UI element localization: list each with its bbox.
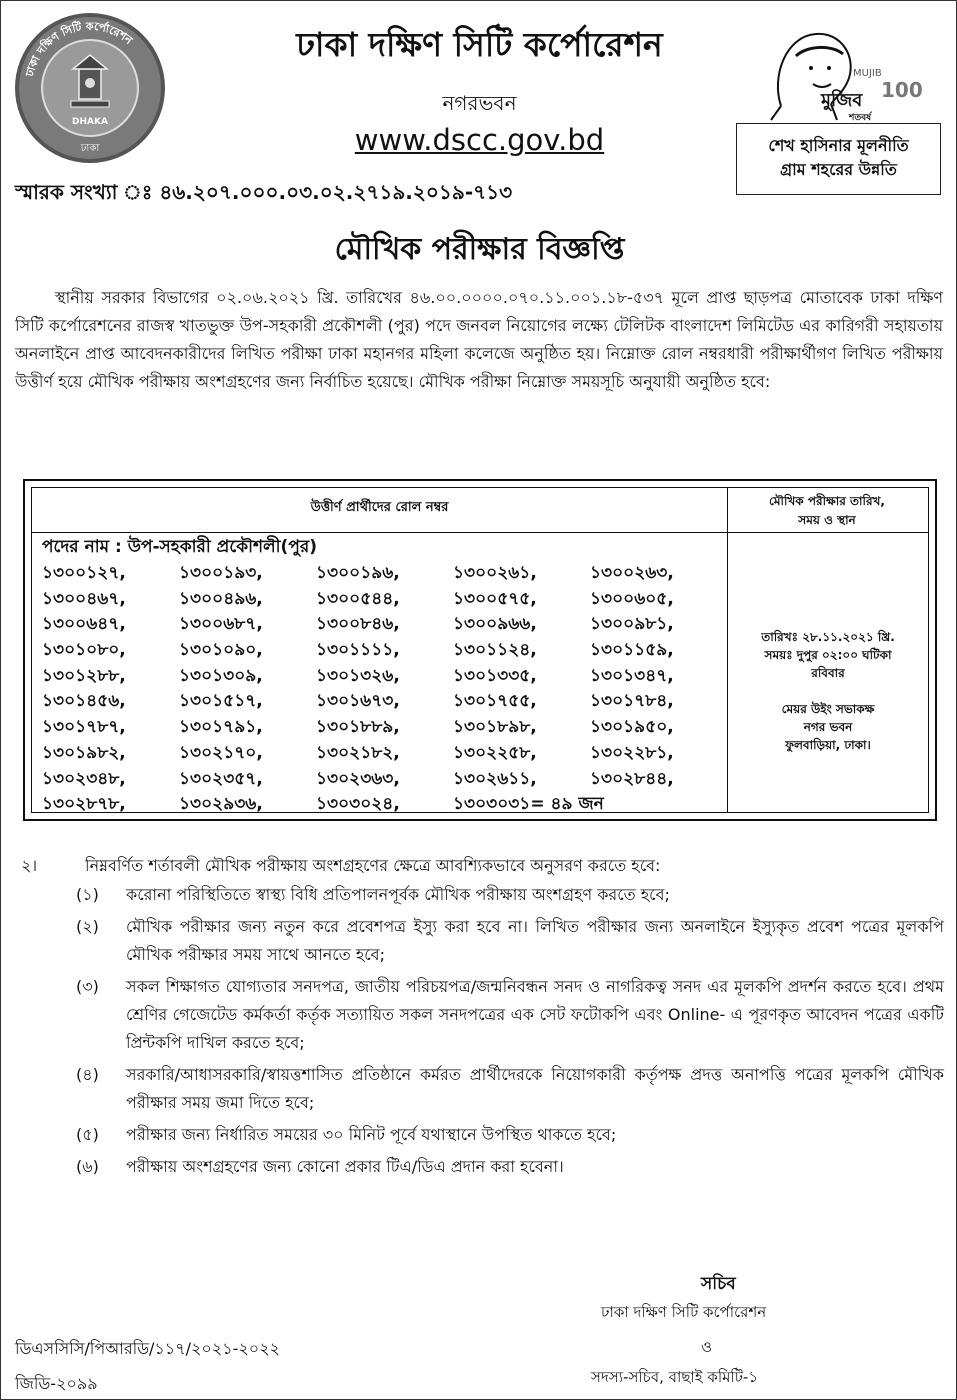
seal-latin: DHAKA <box>72 117 108 127</box>
header-divider <box>32 532 928 533</box>
roll-number: ১৩০২১৮২, <box>316 742 400 763</box>
condition-number: (৬) <box>76 1157 99 1176</box>
signatory-title: সচিব <box>701 1274 736 1294</box>
roll-number: ১৩০০৯৬৬, <box>453 614 537 635</box>
conditions-intro-text: নিম্নবর্ণিত শর্তাবলী মৌখিক পরীক্ষায় অংশগ্রহণের ক্ষেত্রে আবশ্যিকভাবে অনুসরণ করতে হবে: <box>85 856 661 875</box>
roll-number: ১৩০৩০২৪, <box>316 794 400 815</box>
condition-text: পরীক্ষার জন্য নির্ধারিত সময়ের ৩০ মিনিট পূর্বে যথাস্থানে উপস্থিত থাকতে হবে; <box>126 1125 617 1144</box>
roll-number: ১৩০১০৮০, <box>42 640 126 661</box>
condition-number: (৫) <box>76 1125 99 1144</box>
roll-number: ১৩০২৮৭৮, <box>42 794 126 815</box>
roll-number: ১৩০২৩৪৮, <box>42 768 126 789</box>
roll-number: ১৩০১৭৮৪, <box>590 691 674 712</box>
svg-text:ঢাকা দক্ষিণ সিটি কর্পোরেশন: ঢাকা দক্ষিণ সিটি কর্পোরেশন <box>23 19 135 78</box>
roll-row <box>42 740 722 766</box>
schedule-column-header <box>732 492 922 530</box>
condition-item <box>76 1061 944 1117</box>
intro-paragraph <box>15 284 943 396</box>
reference-number: ডিএসসিসি/পিআরডি/১১৭/২০২১-২০২২ <box>15 1339 280 1358</box>
schedule-header-line-2: সময় ও স্থান <box>798 513 856 527</box>
roll-number: ১৩০১৭৯১, <box>179 717 263 738</box>
roll-row <box>42 688 722 714</box>
roll-number: ১৩০১৮৯৮, <box>453 717 537 738</box>
website-link[interactable]: www.dscc.gov.bd <box>354 123 605 157</box>
roll-number: ১৩০২৩৫৭, <box>179 768 263 789</box>
roll-number: ১৩০০৪৯৬, <box>179 588 263 609</box>
conditions-section-number: ২। <box>21 856 38 875</box>
mujib-suffix: শতবর্ষ <box>849 113 872 123</box>
roll-row <box>42 637 722 663</box>
roll-number: ১৩০১৬৭৩, <box>316 691 400 712</box>
mujib-text-bn: মুজিব <box>821 90 863 111</box>
roll-number: ১৩০১৮৮৯, <box>316 717 400 738</box>
signatory-org: ঢাকা দক্ষিণ সিটি কর্পোরেশন <box>601 1303 767 1321</box>
signatory-committee: সদস্য-সচিব, বাছাই কমিটি-১ <box>591 1368 759 1386</box>
roll-number: ১৩০১৩৩৫, <box>453 665 537 686</box>
roll-number: ১৩০০৮৪৬, <box>316 614 400 635</box>
result-table <box>23 479 937 821</box>
roll-number: ১৩০২৩৬৩, <box>316 768 400 789</box>
roll-number: ১৩০০২৬১, <box>453 563 537 583</box>
schedule-header-line-1: মৌখিক পরীক্ষার তারিখ, <box>769 494 885 508</box>
mujib-text-en: MUJIB <box>853 68 882 79</box>
intro-text: স্থানীয় সরকার বিভাগের ০২.০৬.২০২১ খ্রি. তারিখের ৪৬.০০.০০০০.০৭০.১১.০০১.১৮-৫৩৭ মূলে প্রাপ্ত ছাড়পত্র মোতাবেক ঢাকা দক্ষিণ সিটি কর্পোরেশনের রাজস্ব খাতভুক্ত উপ-সহকারী প্রকৌশলী (পুর) পদে জনবল নিয়োগের লক্ষ্যে টেলিটক বাংলাদেশ লিমিটেড এর কারিগরী সহায়তায় অনলাইনে প্রাপ্ত আবেদনকারীদের লিখিত পরীক্ষা ঢাকা মহানগর মহিলা কলেজে অনুষ্ঠিত হয়। নিম্নোক্ত রোল নম্বরধারী পরীক্ষার্থীগণ লিখিত পরীক্ষায় উত্তীর্ণ হয়ে মৌখিক পরীক্ষায় অংশগ্রহণের জন্য নির্বাচিত হয়েছে। মৌখিক পরীক্ষা নিম্নোক্ত সময়সূচি অনুযায়ী অনুষ্ঠিত হবে: <box>15 288 943 391</box>
roll-number: ১৩০০২৬৩, <box>590 563 674 583</box>
schedule-details <box>730 628 926 754</box>
roll-number: ১৩০০৯৮১, <box>590 614 674 635</box>
seal-bottom: ঢাকা <box>80 143 100 154</box>
condition-text: করোনা পরিস্থিতিতে স্বাস্থ্য বিধি প্রতিপালনপূর্বক মৌখিক পরীক্ষায় অংশগ্রহণ করতে হবে; <box>126 885 670 904</box>
roll-row <box>42 560 722 586</box>
condition-item <box>76 881 944 909</box>
roll-row <box>42 586 722 612</box>
condition-item <box>76 1153 944 1181</box>
schedule-day: রবিবার <box>811 666 845 680</box>
schedule-time: সময়ঃ দুপুর ০২:০০ ঘটিকা <box>764 648 892 662</box>
memo-number: স্মারক সংখ্যা ঃ ৪৬.২০৭.০০০.০৩.০২.২৭১৯.২০১৯-৭১৩ <box>15 180 513 204</box>
roll-row <box>42 766 722 792</box>
mujib-number: 100 <box>881 78 923 102</box>
roll-number: ১৩০১১২৪, <box>453 640 537 661</box>
condition-text: সরকারি/আধাসরকারি/স্বায়ত্তশাসিত প্রতিষ্ঠানে কর্মরত প্রার্থীদেরকে নিয়োগকারী কর্তৃপক্ষ প্রদত্ত অনাপত্তি পত্রের মূলকপি মৌখিক পরীক্ষার সময় জমা দিতে হবে; <box>126 1065 944 1112</box>
schedule-spacer <box>730 682 926 700</box>
roll-number: ১৩০২১৭০, <box>179 742 263 763</box>
mujib-100-logo <box>761 16 923 123</box>
roll-number: ১৩০০৬৪৭, <box>42 614 126 635</box>
roll-number: ১৩০০৫৭৫, <box>453 588 537 609</box>
roll-number: ১৩০২৯৩৬, <box>179 794 263 815</box>
schedule-venue-1: মেয়র উইং সভাকক্ষ <box>781 702 875 716</box>
schedule-venue-3: ফুলবাড়িয়া, ঢাকা। <box>785 738 871 752</box>
schedule-date: তারিখঃ ২৮.১১.২০২১ খ্রি. <box>761 630 895 644</box>
roll-number: ১৩০১৯৫০, <box>590 717 674 738</box>
motto-box <box>736 123 941 195</box>
building-name: নগরভবন <box>442 91 517 115</box>
roll-column-header: উত্তীর্ণ প্রার্থীদের রোল নম্বর <box>310 500 449 515</box>
roll-number: ১৩০০১৯৩, <box>179 563 263 583</box>
roll-number: ১৩০১৭৫৫, <box>453 691 537 712</box>
roll-number: ১৩০২২৫৮, <box>453 742 537 763</box>
conditions-list <box>76 881 944 1185</box>
condition-item <box>76 913 944 969</box>
post-name: পদের নাম : উপ-সহকারী প্রকৌশলী(পুর) <box>42 537 317 557</box>
roll-number: ১৩০১৫১৭, <box>179 691 263 712</box>
condition-number: (২) <box>76 917 99 936</box>
roll-number: ১৩০০১২৭, <box>42 563 126 583</box>
gd-number: জিডি-২০৯৯ <box>15 1374 98 1393</box>
roll-list <box>42 560 722 817</box>
roll-number: ১৩০০৬০৫, <box>590 588 674 609</box>
roll-number: ১৩০০১৯৬, <box>316 563 400 583</box>
roll-number: ১৩০১২৮৮, <box>42 665 126 686</box>
roll-number: ১৩০১৩২৬, <box>316 665 400 686</box>
signatory-and: ও <box>701 1338 713 1356</box>
notice-heading: মৌখিক পরীক্ষার বিজ্ঞপ্তি <box>334 232 625 267</box>
roll-number: ১৩০১৭৮৭, <box>42 717 126 738</box>
roll-number: ১৩০১০৯০, <box>179 640 263 661</box>
roll-number: ১৩০০৪৬৭, <box>42 588 126 609</box>
condition-number: (৩) <box>76 977 99 996</box>
roll-number: ১৩০২২৮১, <box>590 742 674 763</box>
roll-number: ১৩০১১১১, <box>316 640 400 661</box>
motto-line-1: শেখ হাসিনার মূলনীতি <box>768 136 909 155</box>
table-inner <box>31 487 929 813</box>
roll-number: ১৩০১৩০৯, <box>179 665 263 686</box>
roll-row <box>42 611 722 637</box>
condition-item <box>76 973 944 1057</box>
condition-text: মৌখিক পরীক্ষার জন্য নতুন করে প্রবেশপত্র ইস্যু করা হবে না। লিখিত পরীক্ষার জন্য অনলাইনে ইস্যুকৃত প্রবেশ পত্রের মূলকপি মৌখিক পরীক্ষার সময় সাথে আনতে হবে; <box>126 917 944 964</box>
motto-line-2: গ্রাম শহরের উন্নতি <box>780 160 897 179</box>
roll-number: ১৩০১১৫৯, <box>590 640 674 661</box>
roll-row <box>42 663 722 689</box>
roll-number: ১৩০২৬১১, <box>453 768 537 789</box>
roll-number: ১৩০১৩৪৭, <box>590 665 674 686</box>
condition-number: (১) <box>76 885 99 904</box>
roll-number: ১৩০১৪৫৬, <box>42 691 126 712</box>
column-divider <box>727 488 728 812</box>
roll-number: ১৩০০৬৮৭, <box>179 614 263 635</box>
condition-number: (৪) <box>76 1065 99 1084</box>
roll-number: ১৩০২৮৪৪, <box>590 768 674 789</box>
roll-row <box>42 791 722 817</box>
roll-number: ১৩০১৯৮২, <box>42 742 126 763</box>
roll-number: ১৩০০৫৪৪, <box>316 588 400 609</box>
roll-number: ১৩০৩০৩১= ৪৯ জন <box>453 794 604 815</box>
condition-text: সকল শিক্ষাগত যোগ্যতার সনদপত্র, জাতীয় পরিচয়পত্র/জন্মনিবন্ধন সনদ ও নাগরিকত্ব সনদ এর মূলকপি প্রদর্শন করতে হবে। প্রথম শ্রেণির গেজেটেড কর্মকর্তা কর্তৃক সত্যায়িত সকল সনদপত্রের এক সেট ফটোকপি এবং Online- এ পূরণকৃত আবেদন পত্রের একটি প্রিন্টকপি দাখিল করতে হবে; <box>126 977 944 1052</box>
condition-item <box>76 1121 944 1149</box>
roll-row <box>42 714 722 740</box>
schedule-venue-2: নগর ভবন <box>803 720 853 734</box>
condition-text: পরীক্ষায় অংশগ্রহণের জন্য কোনো প্রকার টিএ/ডিএ প্রদান করা হবেনা। <box>126 1157 564 1176</box>
organization-name: ঢাকা দক্ষিণ সিটি কর্পোরেশন <box>296 25 663 64</box>
